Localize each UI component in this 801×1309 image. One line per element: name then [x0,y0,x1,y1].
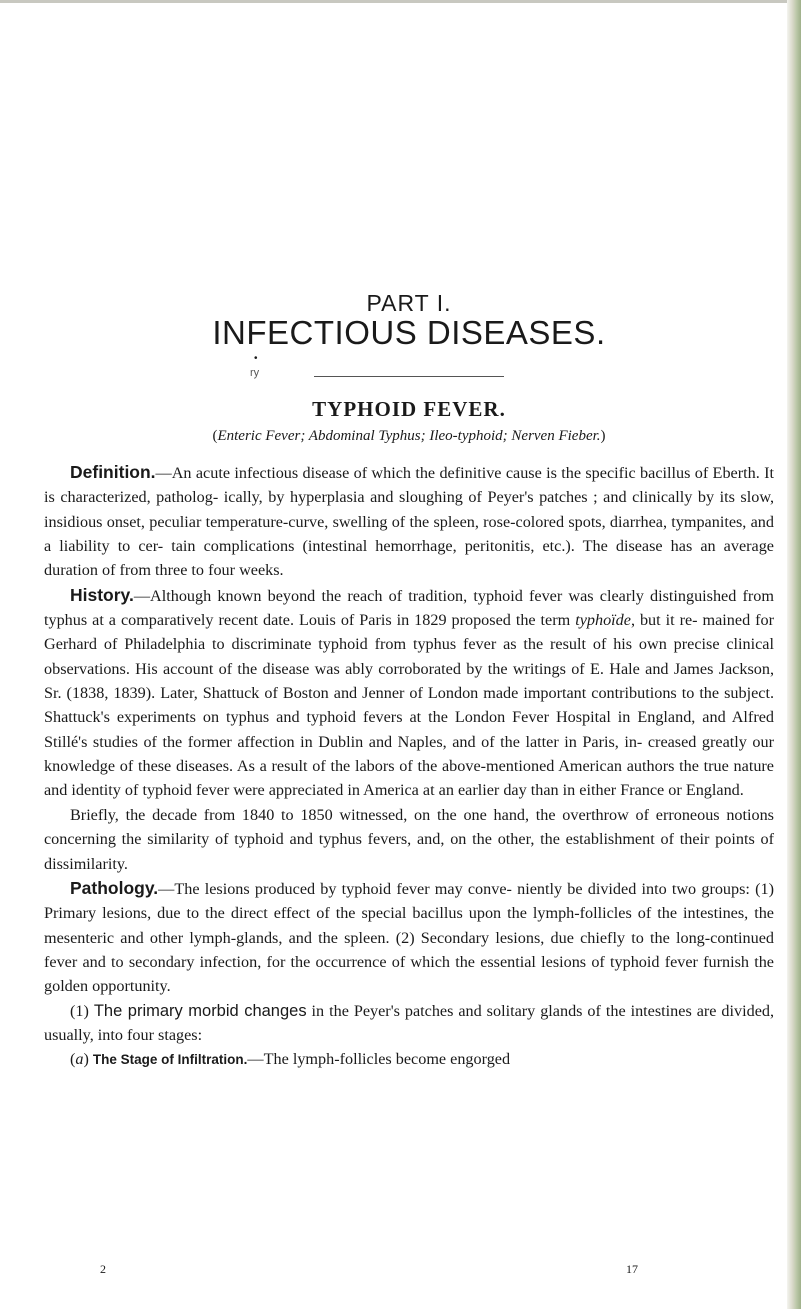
definition-heading: Definition. [70,462,156,482]
page-right-edge [787,0,801,1309]
history-paragraph [44,583,774,803]
infiltration-open: ( [70,1050,76,1069]
primary-paragraph [44,999,774,1048]
stray-dot: • [254,353,258,364]
page-top-edge [0,0,801,3]
pathology-text: —The lesions produced by typhoid fever may conve- niently be divided into two groups: (1) Primary lesions, due to the direct effect of the special bacillus upon the lymph-follicles of the intestines, the mesenteric and other lymph-glands, and the spleen. (2) Secondary lesions, due chiefly to the long-continued fever and to secondary infection, for the occurrence of which the essential lesions of typhoid fever furnish the golden opportunity. [44,879,774,996]
infiltration-close: ) [83,1050,93,1069]
pathology-heading: Pathology. [70,877,159,898]
infiltration-heading: The Stage of Infiltration. [92,1052,248,1068]
synonyms-line [44,428,774,445]
definition-text: —An acute infectious disease of which the definitive cause is the specific bacillus of Eberth. It is characterized, patholog- ically, by hyperplasia and sloughing of Peyer's patches ; and clinically by its slow, insidious onset, peculiar temperature-curve, swelling of the spleen, rose-colored spots, diarrhea, tympanites, and a liability to cer- tain complications (intestinal hemorrhage, peritonitis, etc.). The disease has an average duration of from three to four weeks. [44,464,774,580]
stray-mark: ry [250,367,260,379]
synonyms-close: ) [600,428,606,444]
infiltration-paragraph [44,1047,774,1072]
history-heading: History. [70,584,134,605]
primary-heading: The primary morbid changes [93,1001,307,1020]
synonyms-open: ( [212,428,218,444]
history-text-after: , but it re- mained for Gerhard of Philadelphia to discriminate typhoid from typhus fever as the result of his own precise clinical observations. His account of the disease was ably corroborated by the writings of E. Hale and James Jackson, Sr. (1838, 1839). Later, Shattuck of Boston and Jenner of London made important contributions to the subject. Shattuck's experiments on typhus and typhoid fevers at the London Fever Hospital in England, and Alfred Stillé's studies of the former affection in Dublin and Naples, and of the latter in Paris, in- creased greatly our knowledge of these diseases. As a result of the labors of the above-mentioned American authors the true nature and identity of typhoid fever were appreciated in America at an earlier day than in either France or England. [44,611,775,800]
history-term: typhoïde [575,611,631,630]
body-text [44,460,774,1073]
chapter-title: TYPHOID FEVER. [312,397,506,421]
briefly-text: Briefly, the decade from 1840 to 1850 witnessed, on the one hand, the overthrow of erroneous notions concerning the similarity of typhoid and typhus fevers, and, on the other, the establishment of their points of dissimilarity. [44,805,774,873]
history-text-before: —Although known beyond the reach of tradition, typhoid fever was clearly distinguished from typhus at a comparatively recent date. Louis of Paris in 1829 proposed the term [44,586,774,630]
infiltration-text: —The lymph-follicles become engorged [247,1050,511,1069]
synonyms-text: Enteric Fever; Abdominal Typhus; Ileo-typhoid; Nerven Fieber. [217,428,601,444]
briefly-paragraph [44,803,774,876]
primary-number: (1) [70,1001,94,1020]
signature-mark: 2 [100,1262,106,1276]
pathology-paragraph [44,876,774,999]
heading-rule [314,376,504,377]
definition-paragraph [44,460,774,583]
section-heading: INFECTIOUS DISEASES. [212,314,606,351]
page-number: 17 [626,1262,638,1276]
part-heading: PART I. [366,290,452,316]
infiltration-letter: a [75,1050,84,1069]
primary-text: in the Peyer's patches and solitary glands of the intestines are divided, usually, into four stages: [44,1001,775,1044]
